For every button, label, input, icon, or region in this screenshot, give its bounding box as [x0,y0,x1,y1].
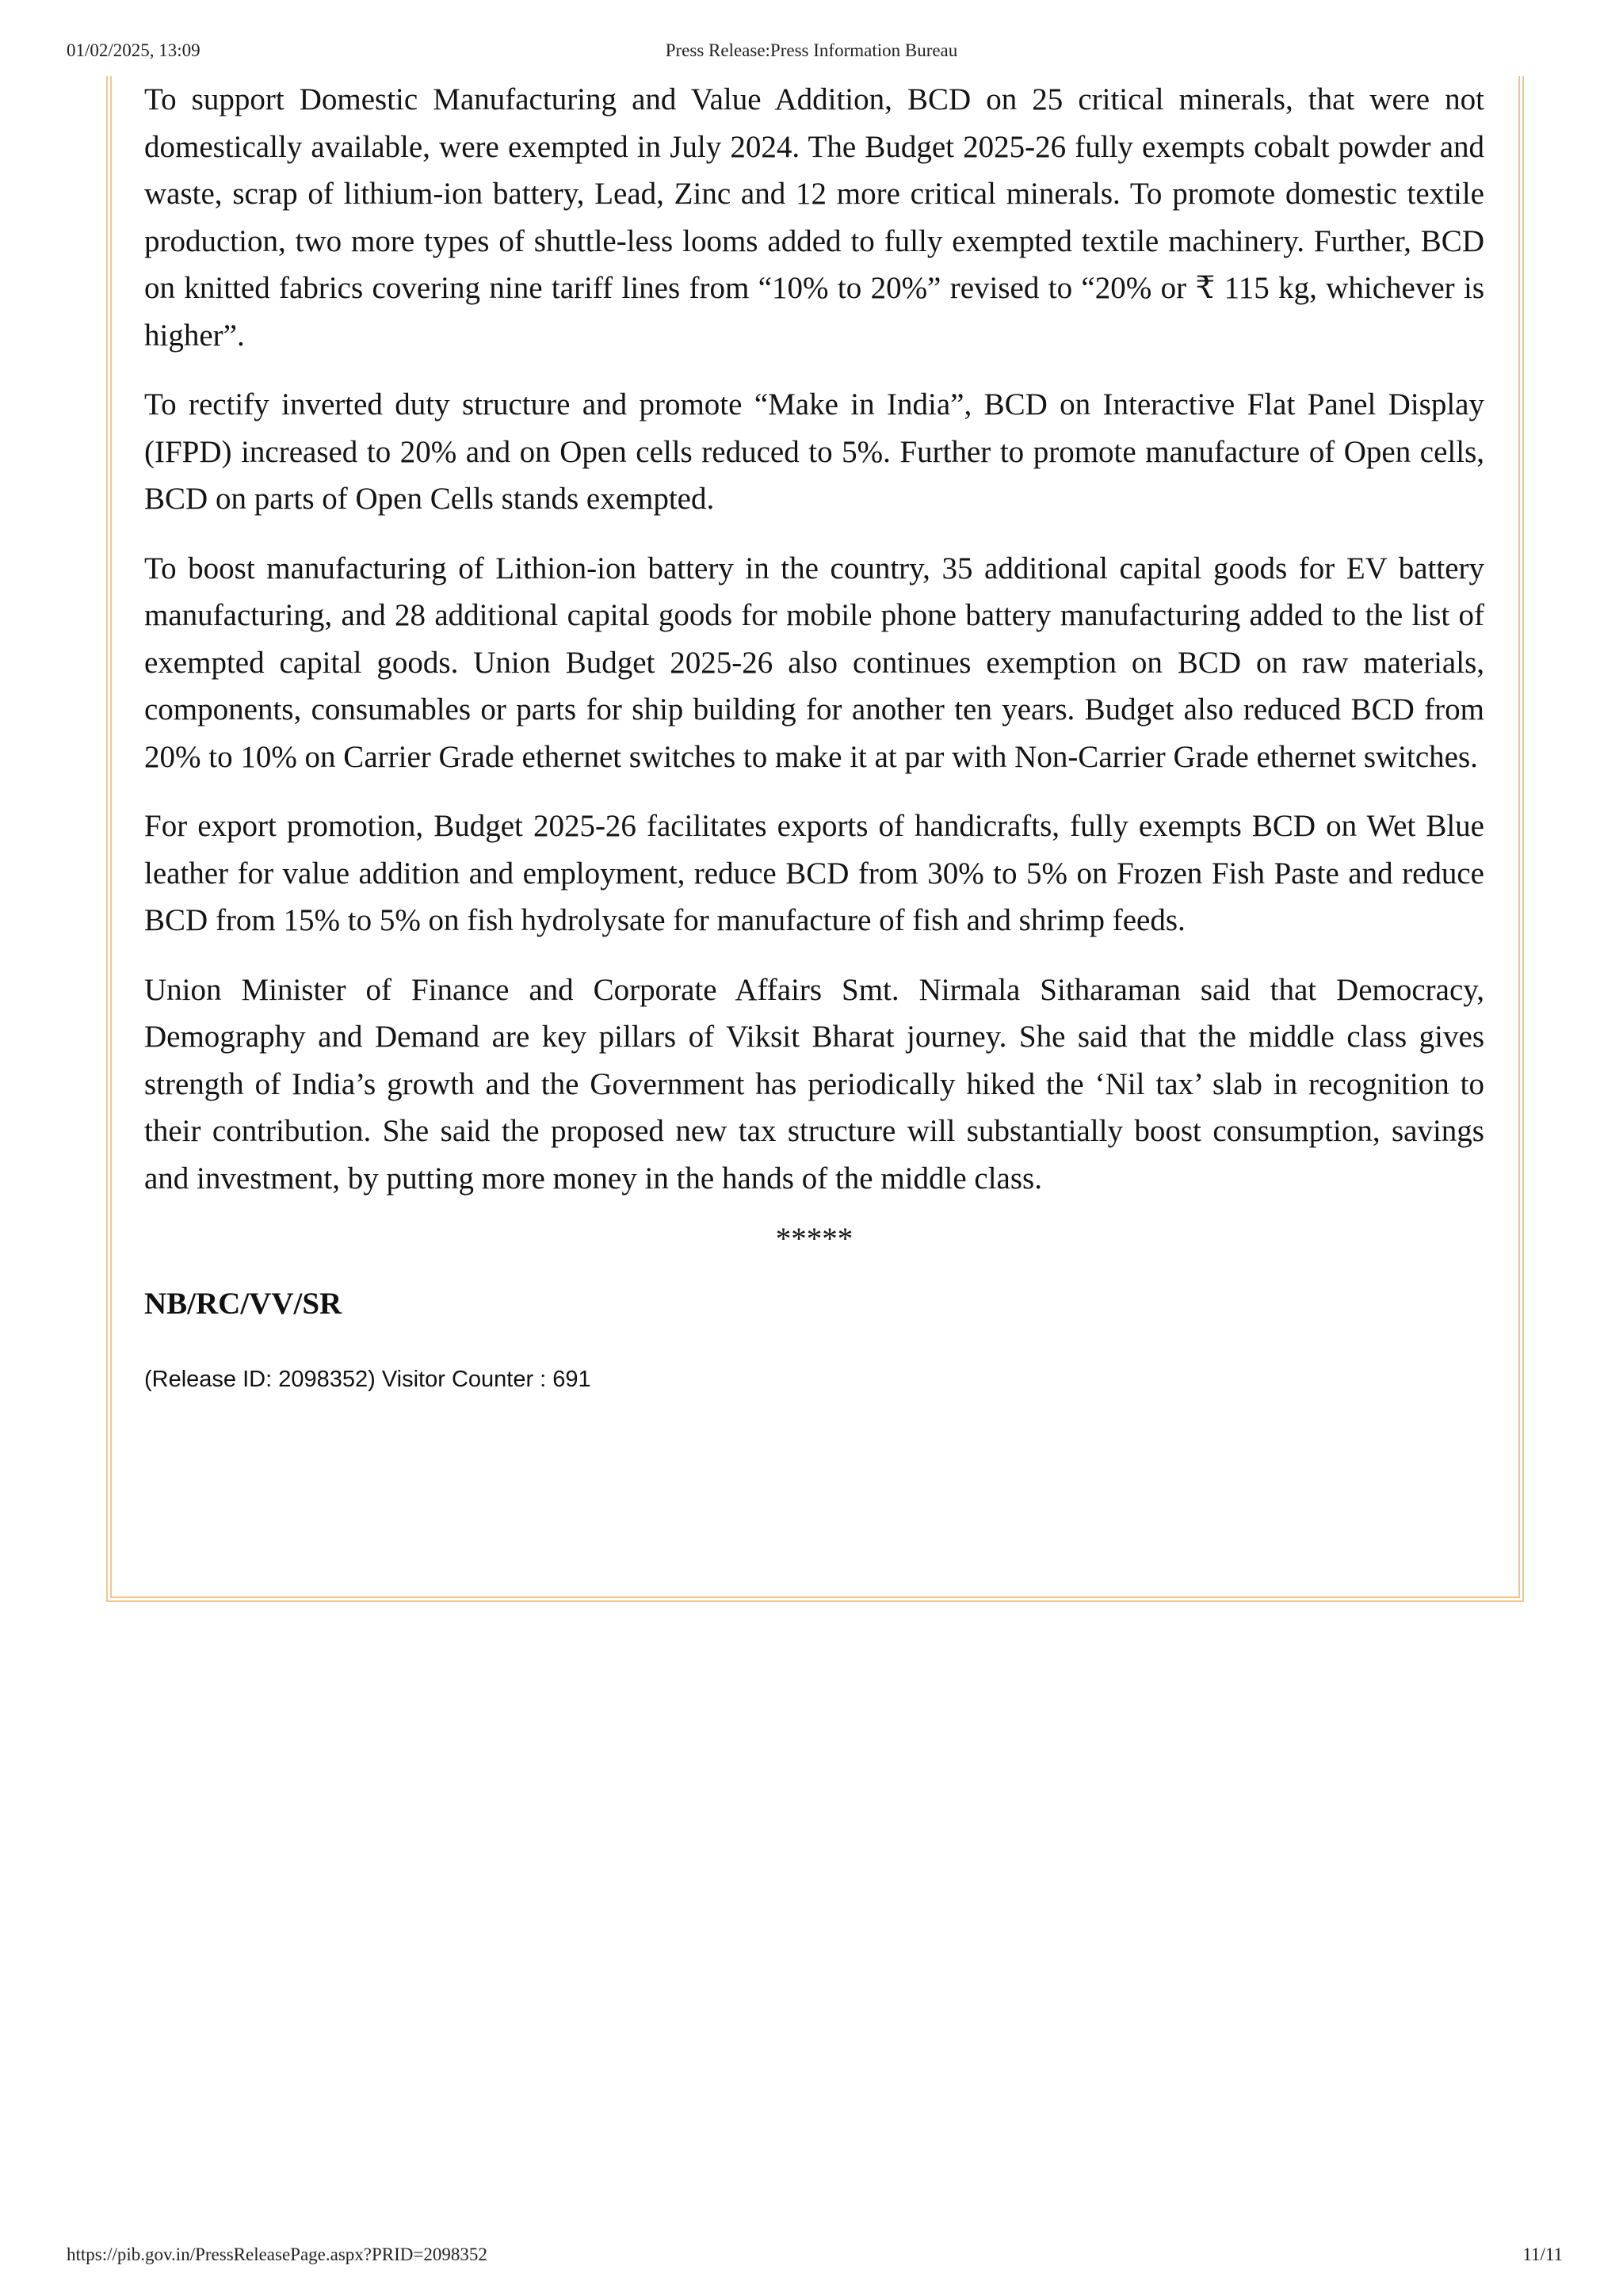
print-url: https://pib.gov.in/PressReleasePage.aspx?PRID=2098352 [67,2245,487,2264]
paragraph-lithium-ion-battery: To boost manufacturing of Lithion-ion battery in the country, 35 additional capital goods for EV battery manufacturing, and 28 additional capital goods for mobile phone battery manufacturing added to the list of exempted capital goods. Union Budget 2025-26 also continues exemption on BCD on raw materials, components, consumables or parts for ship building for another ten years. Budget also reduced BCD from 20% to 10% on Carrier Grade ethernet switches to make it at par with Non-Carrier Grade ethernet switches. [144,551,1484,774]
section-separator: ***** [775,1222,854,1256]
paragraph-domestic-manufacturing: To support Domestic Manufacturing and Value Addition, BCD on 25 critical minerals, that were not domestically available, were exempted in July 2024. The Budget 2025-26 fully exempts cobalt powder and waste, scrap of lithium-ion battery, Lead, Zinc and 12 more critical minerals. To promote domestic textile production, two more types of shuttle-less looms added to fully exempted textile machinery. Further, BCD on knitted fabrics covering nine tariff lines from “10% to 20%” revised to “20% or ₹ 115 kg, whichever is higher”. [144,82,1484,353]
release-info: (Release ID: 2098352) Visitor Counter : 691 [144,1367,591,1392]
print-datetime: 01/02/2025, 13:09 [67,40,200,60]
paragraph-finance-minister: Union Minister of Finance and Corporate Affairs Smt. Nirmala Sitharaman said that Democracy, Demography and Demand are key pillars of Viksit Bharat journey. She said that the middle class gives strength of India’s growth and the Government has periodically hiked the ‘Nil tax’ slab in recognition to their contribution. She said the proposed new tax structure will substantially boost consumption, savings and investment, by putting more money in the hands of the middle class. [144,972,1484,1196]
press-release-body [144,76,1484,1395]
page-number: 11/11 [1522,2245,1563,2264]
paragraph-inverted-duty: To rectify inverted duty structure and promote “Make in India”, BCD on Interactive Flat Panel Display (IFPD) increased to 20% and on Open cells reduced to 5%. Further to promote manufacture of Open cells, BCD on parts of Open Cells stands exempted. [144,387,1484,516]
signature-initials: NB/RC/VV/SR [144,1287,342,1321]
print-page-title: Press Release:Press Information Bureau [665,40,958,60]
paragraph-export-promotion: For export promotion, Budget 2025-26 facilitates exports of handicrafts, fully exempts BCD on Wet Blue leather for value addition and employment, reduce BCD from 30% to 5% on Frozen Fish Paste and reduce BCD from 15% to 5% on fish hydrolysate for manufacture of fish and shrimp feeds. [144,809,1484,937]
